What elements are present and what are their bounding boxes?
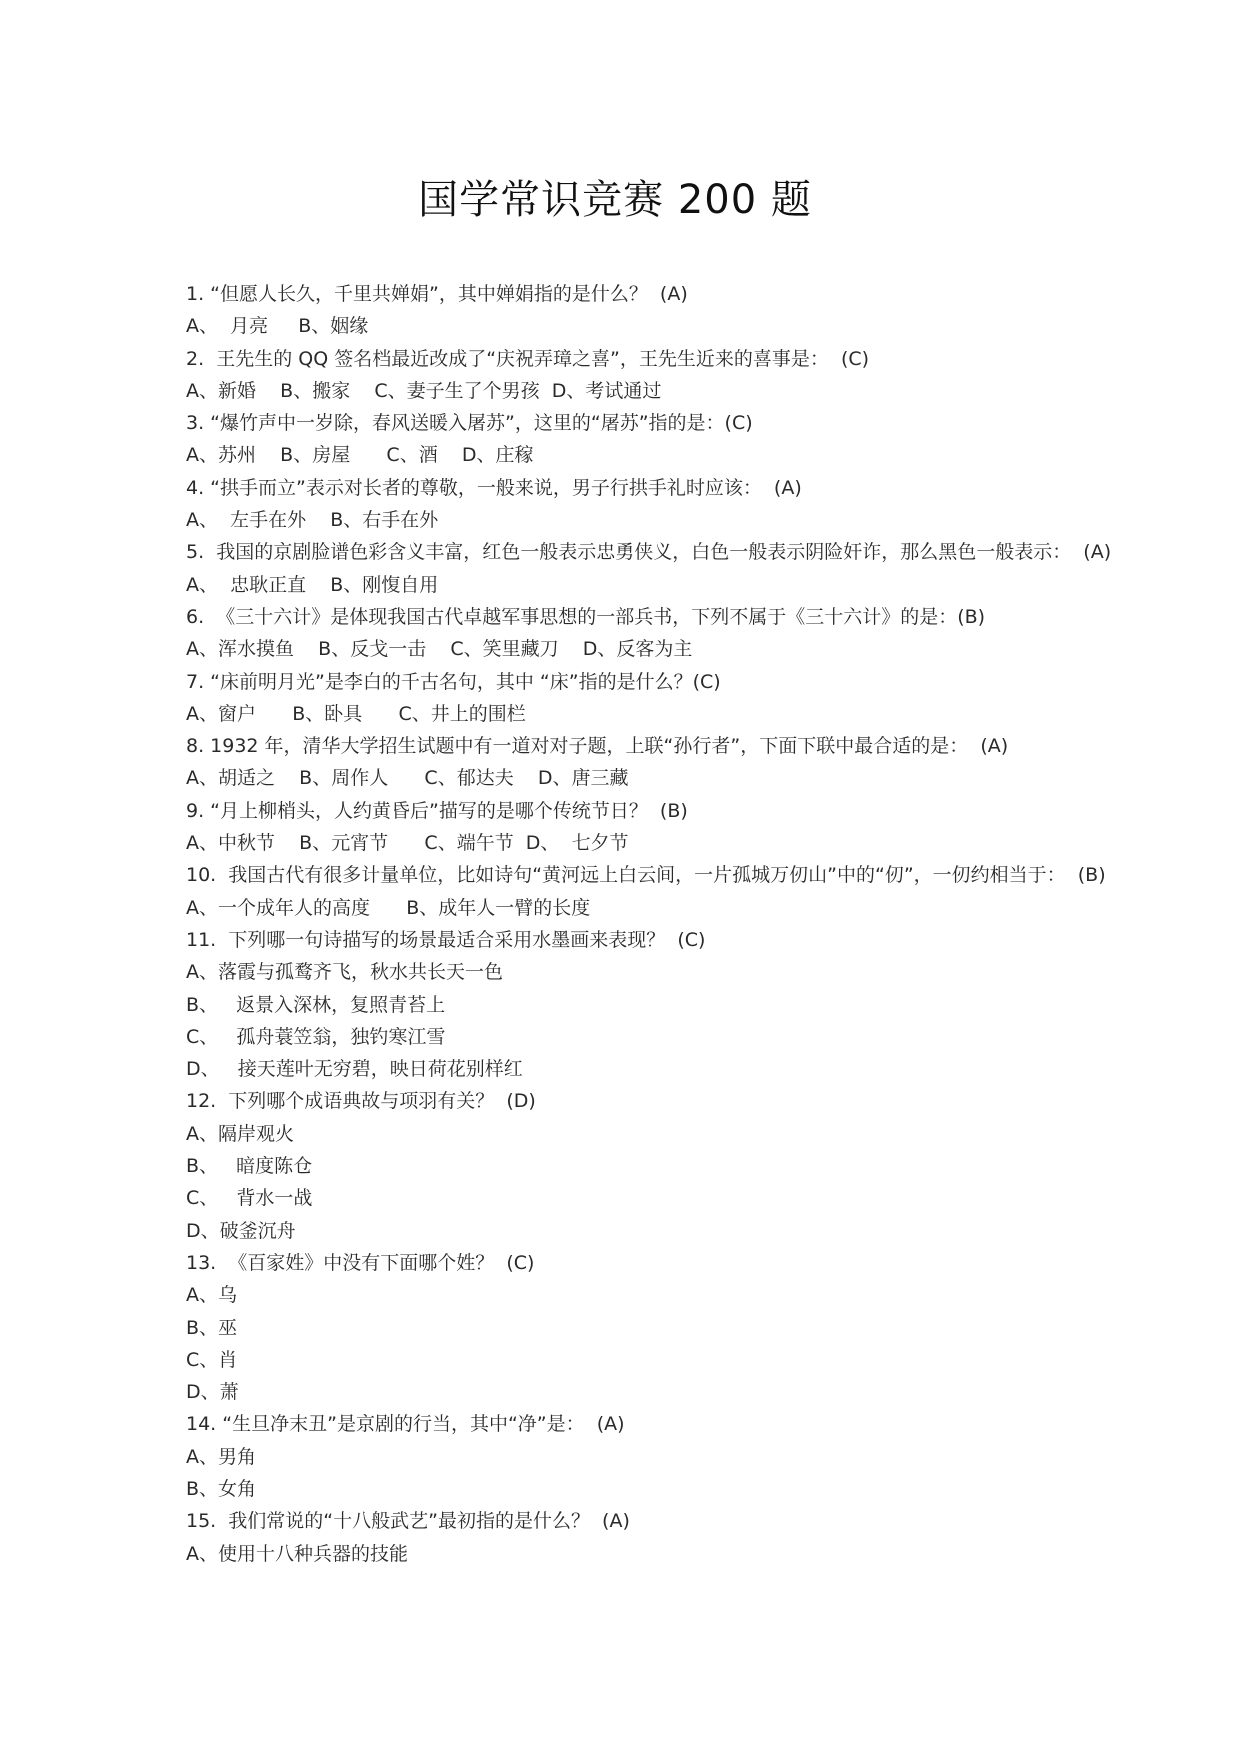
text-line: 12. 下列哪个成语典故与项羽有关？ (D) xyxy=(186,1090,536,1113)
text-line: C、 孤舟蓑笠翁，独钓寒江雪 xyxy=(186,1025,446,1048)
text-line: A、新婚 B、搬家 C、妻子生了个男孩 D、考试通过 xyxy=(186,379,662,402)
text-line: 14. “生旦净末丑”是京剧的行当，其中“净”是： (A) xyxy=(186,1413,625,1436)
text-line: 10. 我国古代有很多计量单位，比如诗句“黄河远上白云间，一片孤城万仞山”中的“仞”，一仞约相当于： (B) xyxy=(186,864,1106,887)
text-line: A、浑水摸鱼 B、反戈一击 C、笑里藏刀 D、反客为主 xyxy=(186,638,693,661)
text-line: A、隔岸观火 xyxy=(186,1122,294,1145)
text-line: C、 背水一战 xyxy=(186,1187,313,1210)
text-line: D、破釜沉舟 xyxy=(186,1219,296,1242)
document-title: 国学常识竞赛 200 题 xyxy=(418,177,812,223)
text-line: 15. 我们常说的“十八般武艺”最初指的是什么？ (A) xyxy=(186,1510,630,1533)
text-line: 13. 《百家姓》中没有下面哪个姓？ (C) xyxy=(186,1251,535,1274)
text-line: 3. “爆竹声中一岁除，春风送暖入屠苏”，这里的“屠苏”指的是：(C) xyxy=(186,412,753,435)
text-line: 4. “拱手而立”表示对长者的尊敬，一般来说，男子行拱手礼时应该： (A) xyxy=(186,476,802,499)
text-line: A、男角 xyxy=(186,1445,256,1468)
text-line: 9. “月上柳梢头，人约黄昏后”描写的是哪个传统节日？ (B) xyxy=(186,799,688,822)
text-line: A、 忠耿正直 B、刚愎自用 xyxy=(186,573,439,596)
text-line: B、 暗度陈仓 xyxy=(186,1155,313,1178)
text-line: A、 左手在外 B、右手在外 xyxy=(186,509,439,532)
question-list xyxy=(186,278,1236,1570)
text-line: 8. 1932 年，清华大学招生试题中有一道对对子题，上联“孙行者”，下面下联中最合适的是： (A) xyxy=(186,735,1009,758)
text-line: A、窗户 B、卧具 C、井上的围栏 xyxy=(186,702,526,725)
text-line: B、 返景入深林，复照青苔上 xyxy=(186,993,446,1016)
text-line: A、一个成年人的高度 B、成年人一臂的长度 xyxy=(186,896,591,919)
text-line: A、中秋节 B、元宵节 C、端午节 D、 七夕节 xyxy=(186,832,629,855)
text-line: B、巫 xyxy=(186,1316,238,1339)
text-line: 11. 下列哪一句诗描写的场景最适合采用水墨画来表现？ (C) xyxy=(186,928,706,951)
text-line: 1. “但愿人长久，千里共婵娟”，其中婵娟指的是什么？ (A) xyxy=(186,283,688,305)
text-line: A、苏州 B、房屋 C、酒 D、庄稼 xyxy=(186,444,534,467)
text-line: B、女角 xyxy=(186,1477,257,1500)
text-line: A、使用十八种兵器的技能 xyxy=(186,1542,408,1565)
text-line: 7. “床前明月光”是李白的千古名句，其中 “床”指的是什么？(C) xyxy=(186,670,721,693)
text-line: D、 接天莲叶无穷碧，映日荷花别样红 xyxy=(186,1058,523,1081)
text-line: 6. 《三十六计》是体现我国古代卓越军事思想的一部兵书，下列不属于《三十六计》的是：(B) xyxy=(186,605,986,628)
text-line: 5. 我国的京剧脸谱色彩含义丰富，红色一般表示忠勇侠义，白色一般表示阴险奸诈，那么黑色一般表示： (A) xyxy=(186,541,1112,564)
text-line: D、萧 xyxy=(186,1381,239,1404)
text-line: A、胡适之 B、周作人 C、郁达夫 D、唐三藏 xyxy=(186,767,629,790)
text-line: A、落霞与孤鹜齐飞，秋水共长天一色 xyxy=(186,961,503,984)
text-line: A、 月亮 B、姻缘 xyxy=(186,315,369,338)
text-line: A、乌 xyxy=(186,1284,237,1307)
text-line: C、肖 xyxy=(186,1348,238,1371)
text-line: 2. 王先生的 QQ 签名档最近改成了“庆祝弄璋之喜”，王先生近来的喜事是： (C) xyxy=(186,347,870,370)
